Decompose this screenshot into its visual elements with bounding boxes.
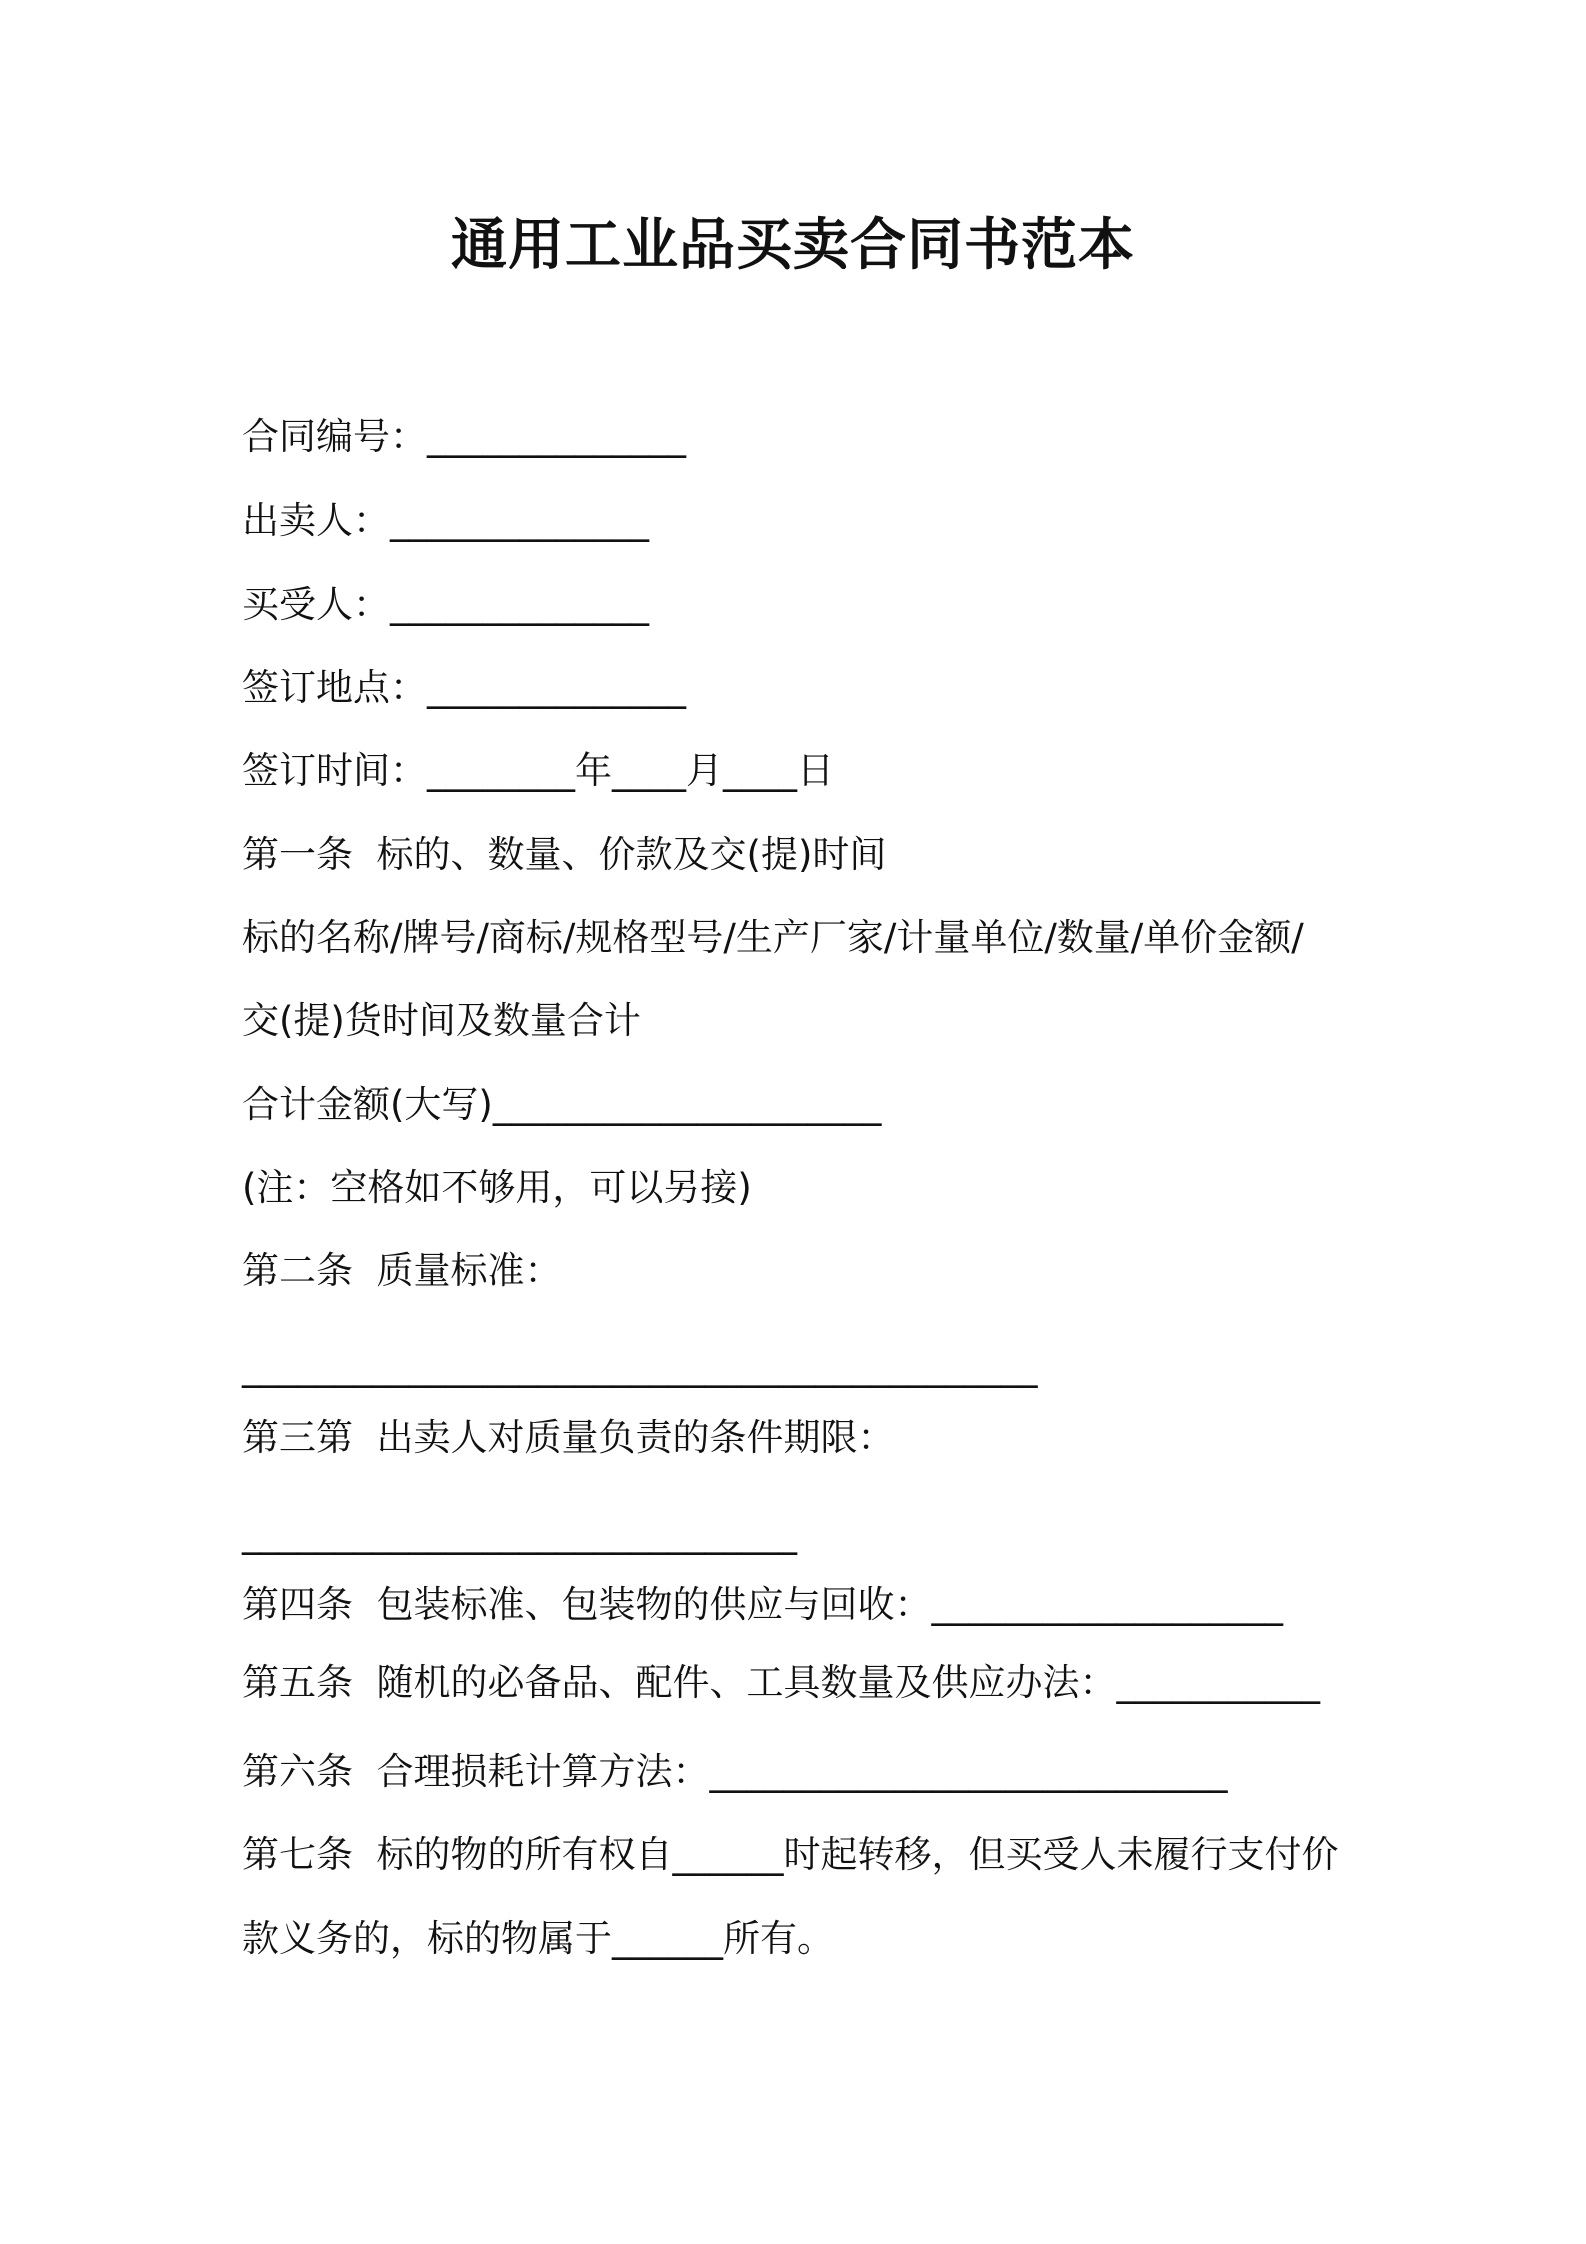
article-7-line-cont: 款义务的，标的物属于______所有。	[242, 1917, 834, 1960]
article-3-heading: 第三第 出卖人对质量负责的条件期限：	[242, 1416, 895, 1459]
article-3-blank: ______________________________	[242, 1512, 797, 1555]
article-1-heading: 第一条 标的、数量、价款及交(提)时间	[242, 833, 887, 876]
article-4-line: 第四条 包装标准、包装物的供应与回收：___________________	[242, 1583, 1284, 1626]
article-2-heading: 第二条 质量标准：	[242, 1249, 562, 1292]
buyer-line: 买受人：______________	[242, 583, 649, 626]
total-amount-line: 合计金额(大写)_____________________	[242, 1083, 882, 1126]
contract-number-line: 合同编号：______________	[242, 415, 686, 458]
signing-place-line: 签订地点：______________	[242, 666, 686, 709]
document-title: 通用工业品买卖合同书范本	[451, 213, 1135, 278]
signing-date-line: 签订时间：________年____月____日	[242, 749, 834, 792]
article-6-line: 第六条 合理损耗计算方法：____________________________	[242, 1750, 1228, 1793]
article-2-blank: ___________________________________________	[242, 1345, 1038, 1388]
article-1-fields-cont: 交(提)货时间及数量合计	[242, 999, 641, 1042]
seller-line: 出卖人：______________	[242, 499, 649, 542]
article-1-fields: 标的名称/牌号/商标/规格型号/生产厂家/计量单位/数量/单价金额/	[242, 916, 1304, 959]
article-5-line: 第五条 随机的必备品、配件、工具数量及供应办法：___________	[242, 1661, 1321, 1704]
article-7-line: 第七条 标的物的所有权自______时起转移，但买受人未履行支付价	[242, 1833, 1339, 1876]
note-line: (注：空格如不够用，可以另接)	[242, 1166, 752, 1209]
